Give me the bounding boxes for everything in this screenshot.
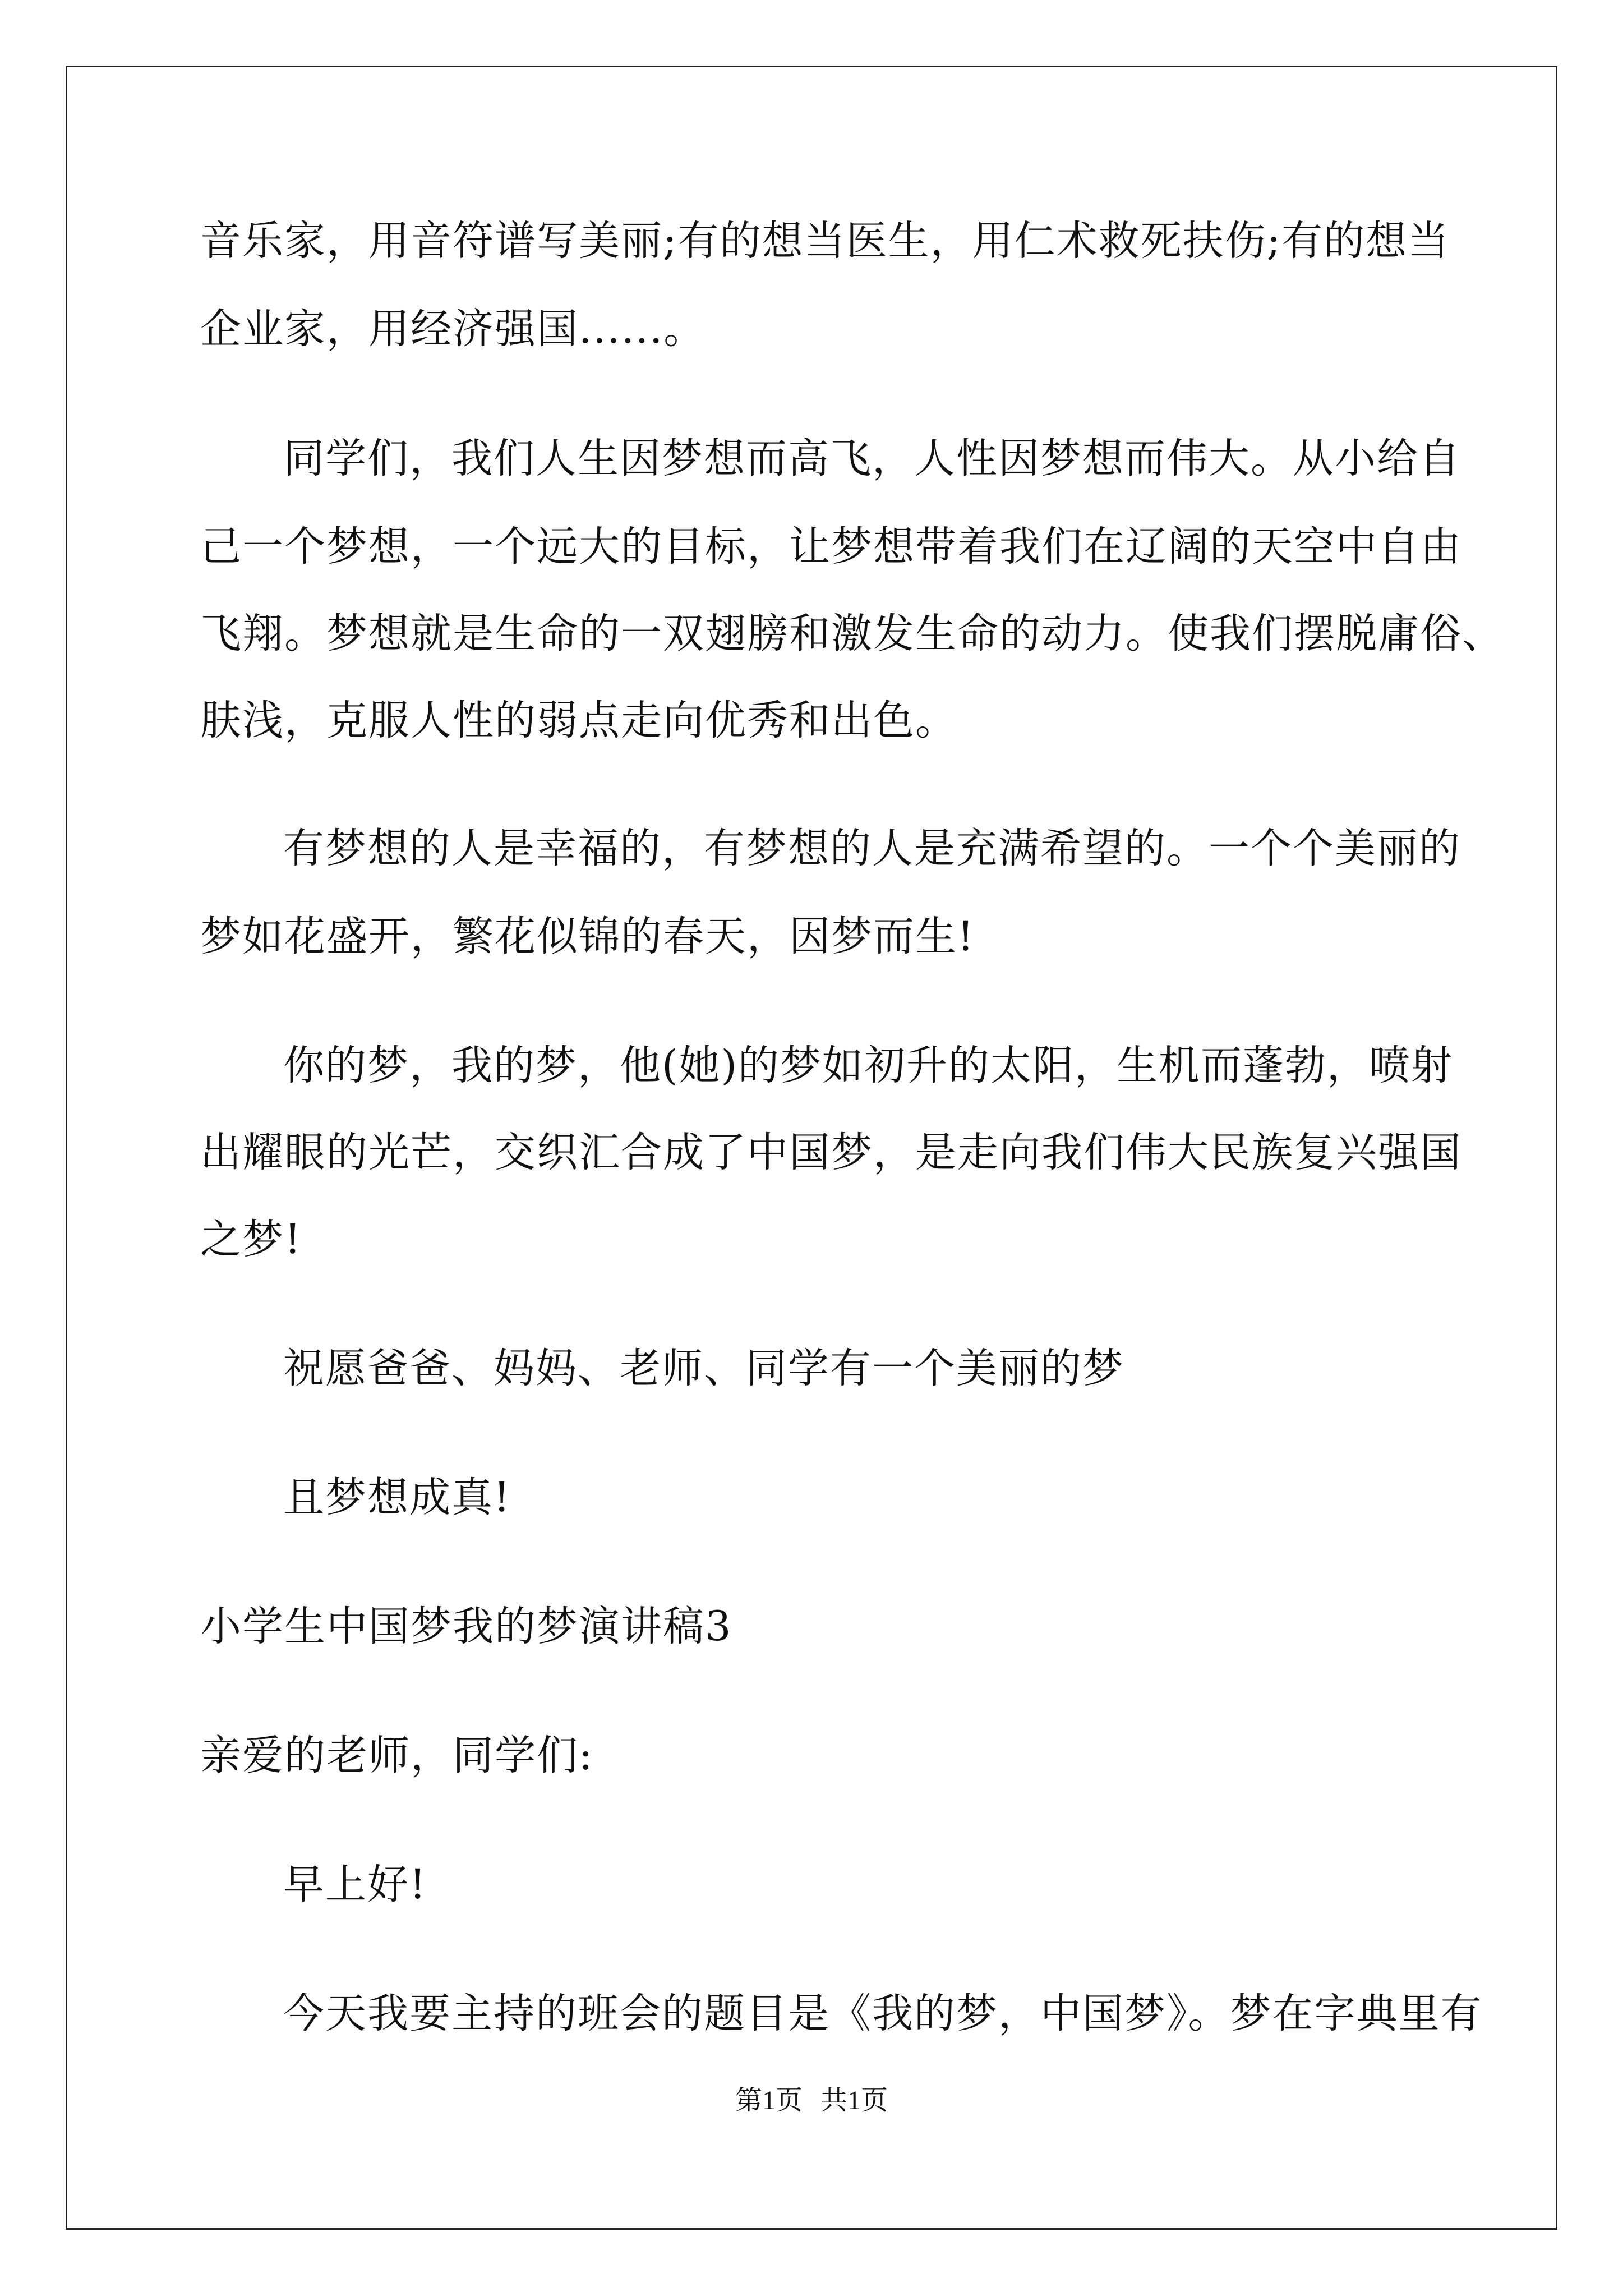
text-line: 企业家，用经济强国......。: [200, 305, 706, 353]
paragraph-start-line: 今天我要主持的班会的题目是《我的梦，中国梦》。梦在字典里有: [283, 1990, 1483, 2037]
text-line: 肤浅，克服人性的弱点走向优秀和出色。: [200, 697, 957, 744]
text-line: 梦如花盛开，繁花似锦的春天，因梦而生!: [200, 913, 975, 960]
paragraph-start-line: 祝愿爸爸、妈妈、老师、同学有一个美丽的梦: [283, 1345, 1124, 1392]
page-number: 第1页: [735, 2086, 803, 2115]
text-line: 出耀眼的光芒，交织汇合成了中国梦，是走向我们伟大民族复兴强国: [200, 1129, 1462, 1176]
text-line: 之梦!: [200, 1216, 302, 1263]
page-footer: [0, 2084, 1623, 2118]
paragraph-start-line: 且梦想成真!: [283, 1474, 511, 1521]
paragraph-start-line: 同学们，我们人生因梦想而高飞，人性因梦想而伟大。从小给自: [283, 435, 1461, 482]
paragraph-start-line: 你的梦，我的梦，他(她)的梦如初升的太阳，生机而蓬勃，喷射: [283, 1042, 1453, 1089]
section-heading: 小学生中国梦我的梦演讲稿3: [200, 1603, 732, 1650]
paragraph-start-line: 早上好!: [283, 1861, 427, 1908]
text-line: 己一个梦想，一个远大的目标，让梦想带着我们在辽阔的天空中自由: [200, 523, 1462, 570]
text-line: 飞翔。梦想就是生命的一双翅膀和激发生命的动力。使我们摆脱庸俗、: [200, 610, 1504, 657]
salutation-line: 亲爱的老师，同学们:: [200, 1732, 594, 1779]
paragraph-start-line: 有梦想的人是幸福的，有梦想的人是充满希望的。一个个美丽的: [283, 825, 1461, 872]
page-total: 共1页: [820, 2086, 888, 2115]
text-line: 音乐家，用音符谱写美丽;有的想当医生，用仁术救死扶伤;有的想当: [200, 217, 1450, 265]
